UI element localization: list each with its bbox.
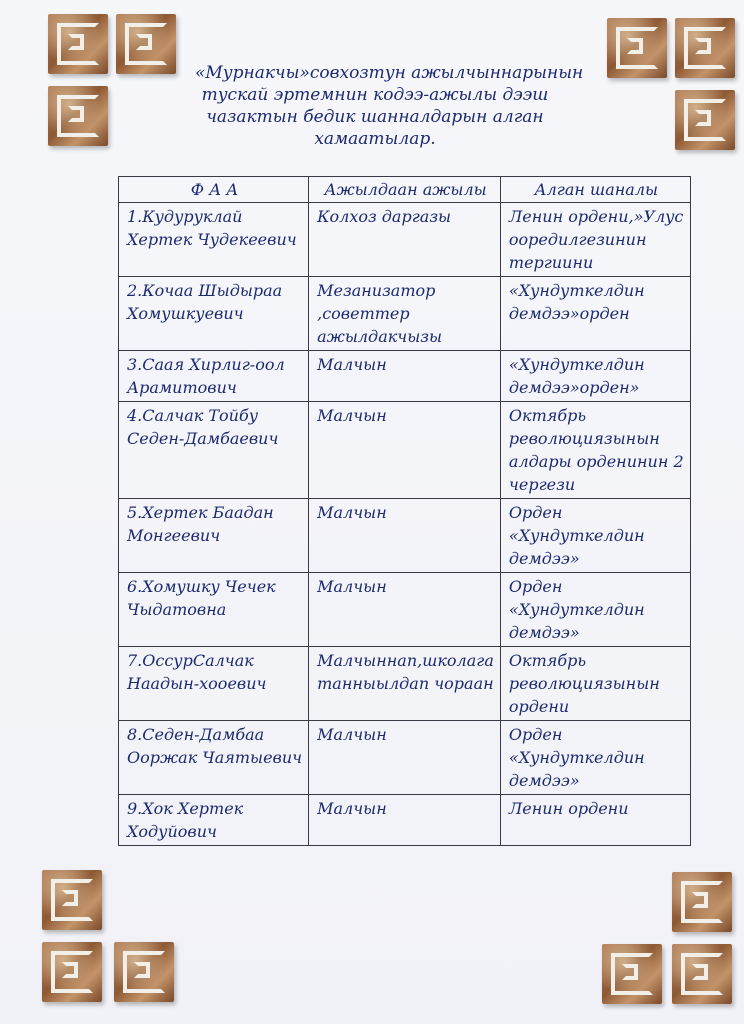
award-cell xyxy=(500,573,690,647)
award-cell-line: ордени xyxy=(508,697,570,716)
name-cell-line: 7.ОссурСалчак xyxy=(127,651,254,670)
greek-key-ornament-icon xyxy=(48,86,108,146)
position-cell xyxy=(309,647,501,721)
position-cell-line: Малчын xyxy=(317,577,387,596)
table-header-row xyxy=(119,177,691,203)
title-line: «Мурнакчы»совхозтун ажылчыннарынын xyxy=(195,63,584,83)
awards-table xyxy=(118,176,691,846)
award-cell-line: Орден xyxy=(508,577,563,596)
award-cell-line: алдары орденинин 2 xyxy=(508,452,684,471)
position-cell-line: Малчын xyxy=(317,406,387,425)
document-title xyxy=(195,62,584,150)
greek-key-ornament-icon xyxy=(675,18,735,78)
award-cell xyxy=(500,647,690,721)
award-cell xyxy=(500,499,690,573)
greek-key-ornament-icon xyxy=(48,14,108,74)
award-cell xyxy=(500,721,690,795)
position-cell xyxy=(309,573,501,647)
award-cell xyxy=(500,351,690,402)
award-cell-line: демдээ»орден xyxy=(508,304,630,323)
greek-key-ornament-icon xyxy=(42,942,102,1002)
name-cell-line: Ооржак Чаятыевич xyxy=(127,748,303,767)
greek-key-ornament-icon xyxy=(116,14,176,74)
position-cell-line: танныылдап чораан xyxy=(317,674,494,693)
award-cell-line: демдээ» xyxy=(508,549,580,568)
award-cell xyxy=(500,795,690,846)
table-row xyxy=(119,647,691,721)
name-cell-line: 5.Хертек Баадан xyxy=(127,503,274,522)
name-cell xyxy=(119,351,309,402)
column-header-award: Алган шаналы xyxy=(500,177,690,203)
position-cell xyxy=(309,402,501,499)
name-cell-line: Седен-Дамбаевич xyxy=(127,429,279,448)
award-cell-line: «Хундуткелдин xyxy=(508,281,645,300)
award-cell-line: «Хундуткелдин xyxy=(508,526,645,545)
name-cell-line: 9.Хок Хертек xyxy=(127,799,244,818)
name-cell-line: Чыдатовна xyxy=(127,600,227,619)
name-cell xyxy=(119,721,309,795)
award-cell-line: Ленин ордени,»Улус xyxy=(508,207,684,226)
award-cell-line: ооредилгезинин xyxy=(508,230,647,249)
name-cell xyxy=(119,203,309,277)
award-cell xyxy=(500,203,690,277)
column-header-name: Ф А А xyxy=(119,177,309,203)
greek-key-ornament-icon xyxy=(672,944,732,1004)
award-cell-line: чергези xyxy=(508,475,576,494)
table-row xyxy=(119,203,691,277)
greek-key-ornament-icon xyxy=(607,18,667,78)
name-cell-line: Наадын-хооевич xyxy=(127,674,267,693)
name-cell xyxy=(119,647,309,721)
award-cell-line: Ленин ордени xyxy=(508,799,629,818)
name-cell-line: Монгеевич xyxy=(127,526,221,545)
table-body xyxy=(119,203,691,846)
award-cell xyxy=(500,277,690,351)
award-cell-line: «Хундуткелдин xyxy=(508,748,645,767)
award-cell-line: Орден xyxy=(508,503,563,522)
position-cell-line: ,советтер xyxy=(317,304,410,323)
award-cell-line: революциязынын xyxy=(508,429,660,448)
award-cell-line: Октябрь xyxy=(508,406,587,425)
position-cell-line: Колхоз даргазы xyxy=(317,207,452,226)
table-row xyxy=(119,795,691,846)
title-line: тускай эртемнин кодээ-ажылы дээш xyxy=(201,85,549,105)
name-cell-line: 3.Саая Хирлиг-оол xyxy=(127,355,285,374)
position-cell xyxy=(309,277,501,351)
table-row xyxy=(119,402,691,499)
name-cell xyxy=(119,499,309,573)
award-cell-line: Орден xyxy=(508,725,563,744)
name-cell-line: 8.Седен-Дамбаа xyxy=(127,725,265,744)
name-cell-line: 6.Хомушку Чечек xyxy=(127,577,276,596)
award-cell-line: демдээ» xyxy=(508,771,580,790)
name-cell xyxy=(119,573,309,647)
position-cell-line: Малчын xyxy=(317,503,387,522)
position-cell-line: Малчыннап,школага xyxy=(317,651,494,670)
name-cell xyxy=(119,277,309,351)
award-cell-line: Октябрь xyxy=(508,651,587,670)
position-cell-line: Малчын xyxy=(317,725,387,744)
position-cell-line: Мезанизатор xyxy=(317,281,436,300)
position-cell xyxy=(309,351,501,402)
position-cell-line: Малчын xyxy=(317,355,387,374)
greek-key-ornament-icon xyxy=(675,90,735,150)
position-cell xyxy=(309,795,501,846)
name-cell-line: Хертек Чудекеевич xyxy=(127,230,297,249)
name-cell xyxy=(119,795,309,846)
name-cell-line: 1.Кудуруклай xyxy=(127,207,243,226)
award-cell-line: демдээ» xyxy=(508,623,580,642)
award-cell-line: «Хундуткелдин xyxy=(508,355,645,374)
greek-key-ornament-icon xyxy=(602,944,662,1004)
table-row xyxy=(119,573,691,647)
column-header-position: Ажылдаан ажылы xyxy=(309,177,501,203)
award-cell-line: «Хундуткелдин xyxy=(508,600,645,619)
greek-key-ornament-icon xyxy=(42,870,102,930)
name-cell-line: Арамитович xyxy=(127,378,237,397)
position-cell-line: ажылдакчызы xyxy=(317,327,443,346)
award-cell-line: демдээ»орден» xyxy=(508,378,640,397)
position-cell-line: Малчын xyxy=(317,799,387,818)
position-cell xyxy=(309,499,501,573)
position-cell xyxy=(309,203,501,277)
name-cell xyxy=(119,402,309,499)
table-row xyxy=(119,351,691,402)
greek-key-ornament-icon xyxy=(672,872,732,932)
name-cell-line: Хомушкуевич xyxy=(127,304,244,323)
greek-key-ornament-icon xyxy=(114,942,174,1002)
position-cell xyxy=(309,721,501,795)
name-cell-line: Ходуйович xyxy=(127,822,217,841)
table-row xyxy=(119,721,691,795)
title-line: хамаатылар. xyxy=(314,129,436,149)
award-cell-line: тергиини xyxy=(508,253,594,272)
table-row xyxy=(119,277,691,351)
title-line: чазактын бедик шанналдарын алган xyxy=(206,107,544,127)
award-cell-line: революциязынын xyxy=(508,674,660,693)
table-row xyxy=(119,499,691,573)
name-cell-line: 2.Кочаа Шыдыраа xyxy=(127,281,283,300)
award-cell xyxy=(500,402,690,499)
name-cell-line: 4.Салчак Тойбу xyxy=(127,406,259,425)
